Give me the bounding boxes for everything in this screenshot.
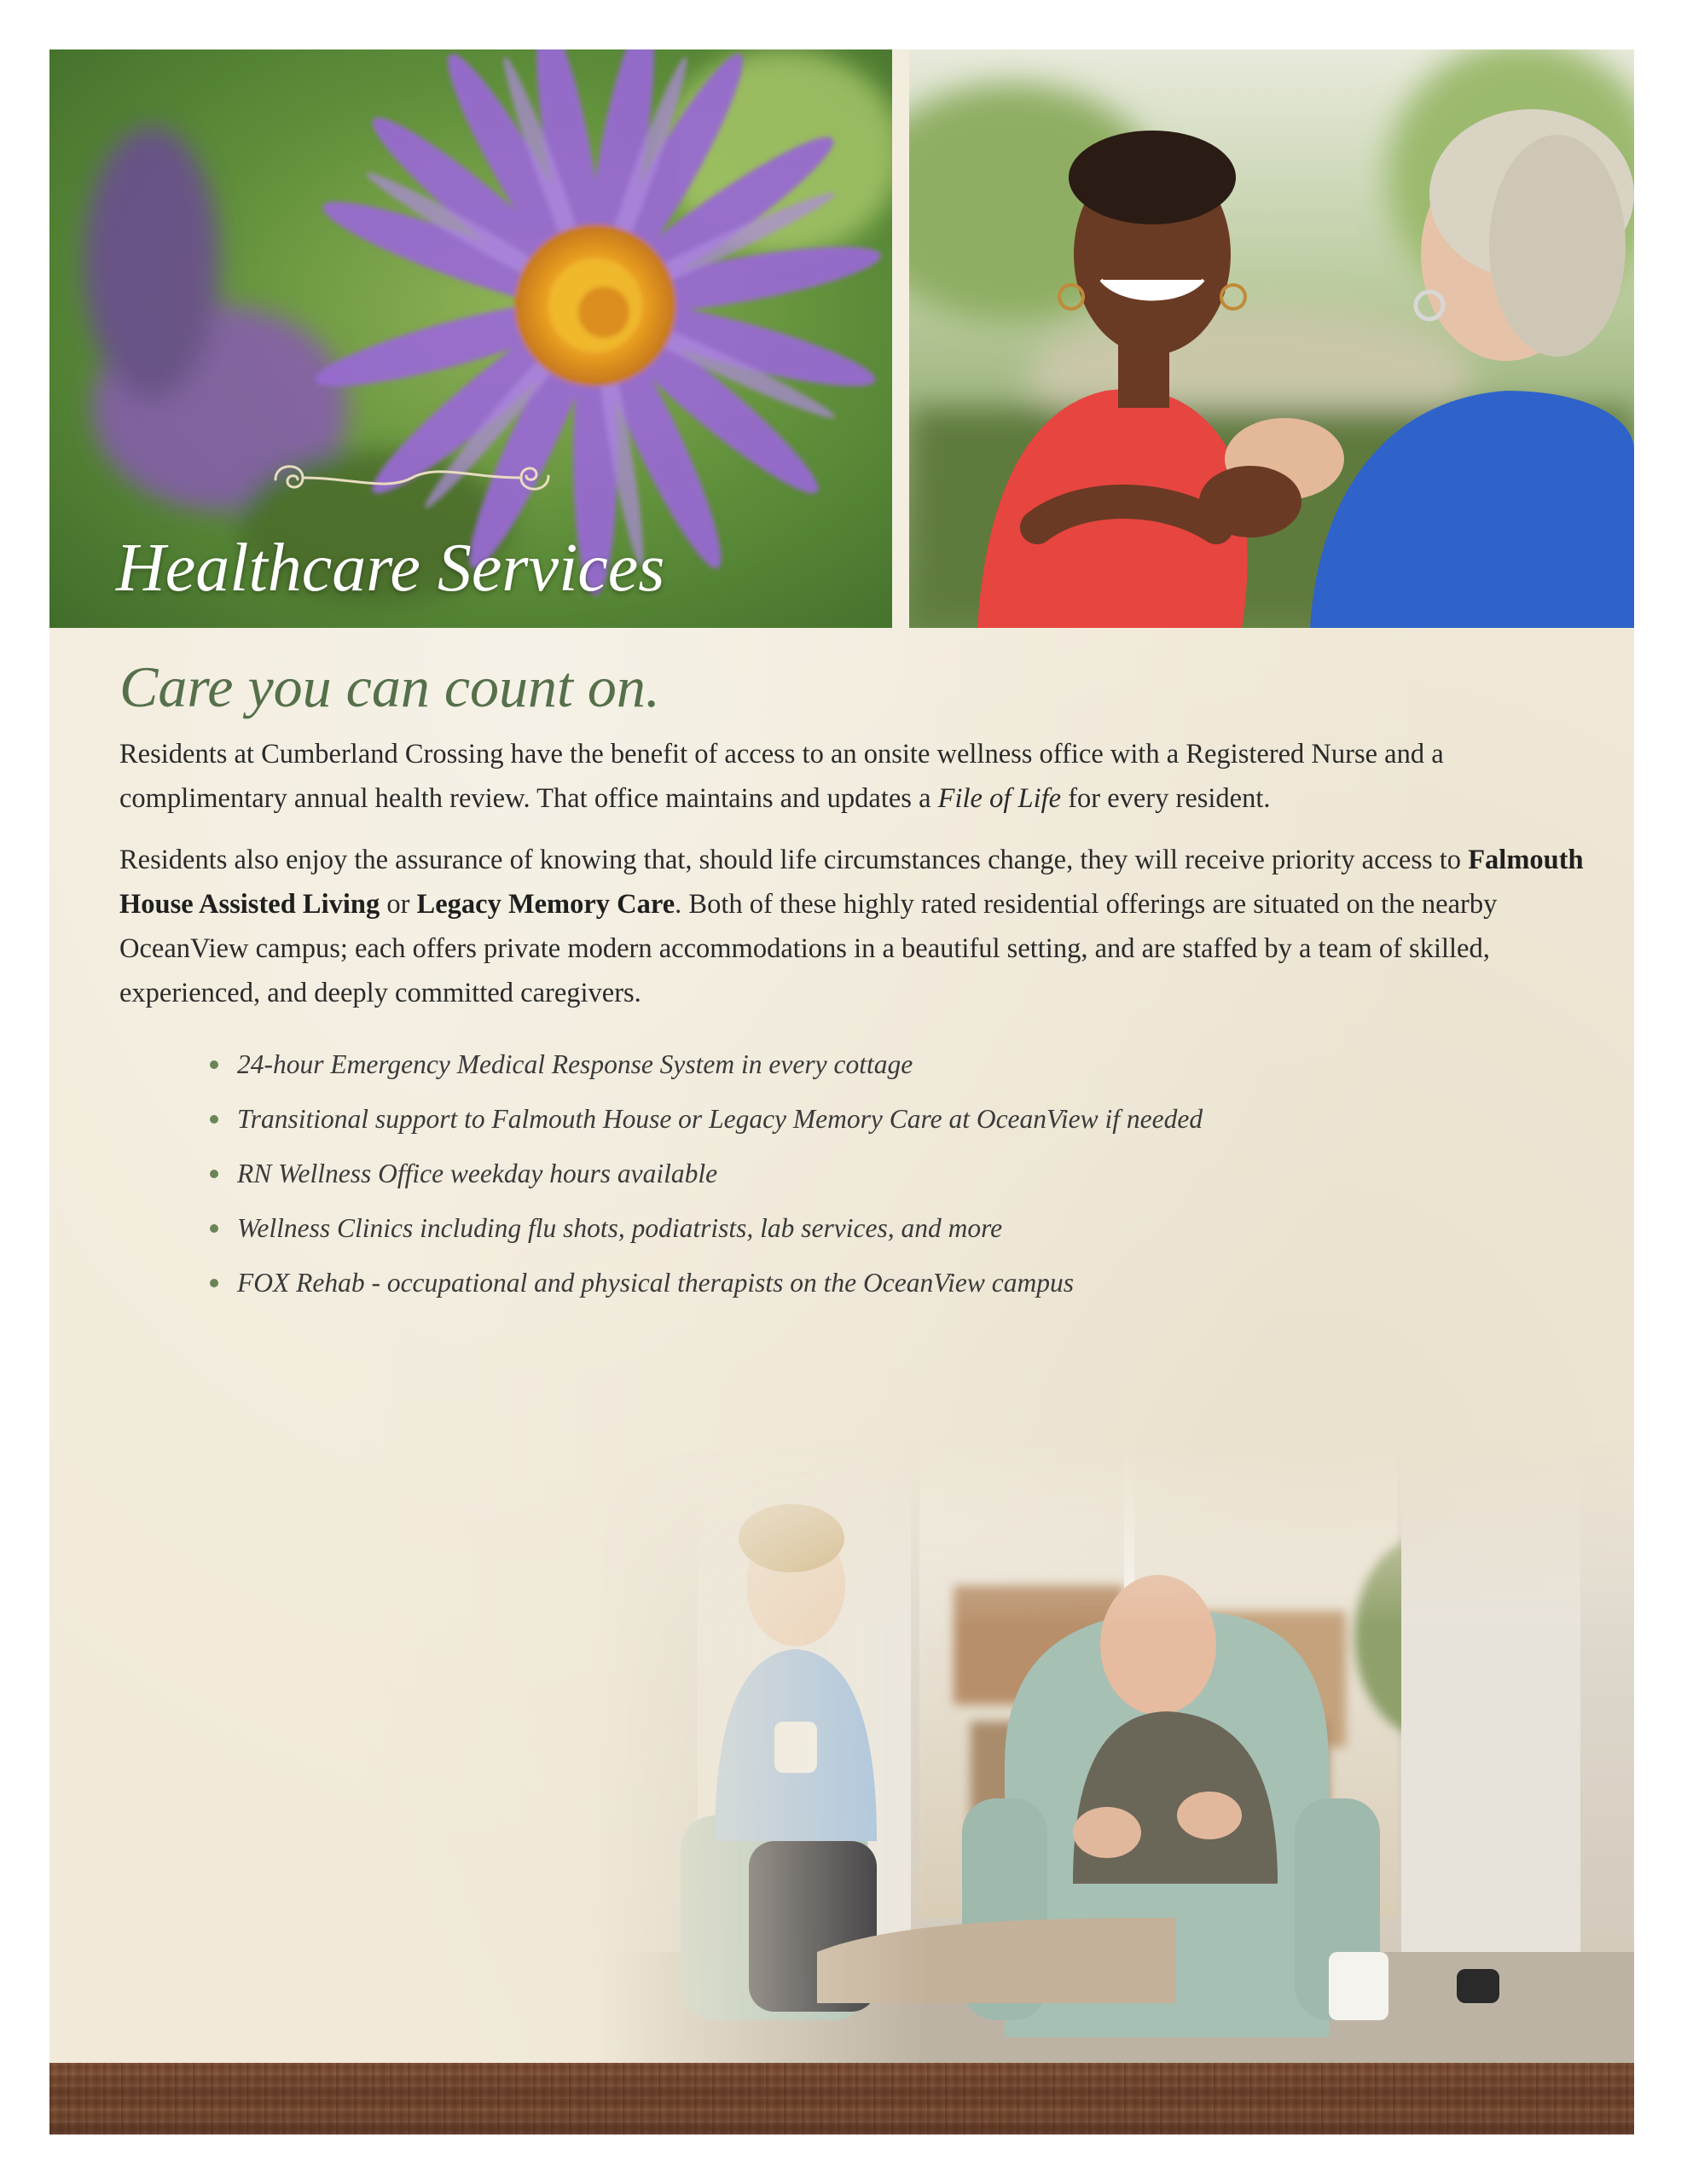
list-item xyxy=(210,1092,1489,1147)
list-item-text: Transitional support to Falmouth House or Legacy Memory Care at OceanView if needed xyxy=(237,1104,1203,1134)
section-title: Healthcare Services xyxy=(116,531,665,606)
bark-texture-border xyxy=(49,2063,1634,2135)
flower-photo xyxy=(49,49,892,628)
ornamental-swirl-icon xyxy=(258,452,565,503)
intro-text-start: Residents at Cumberland Crossing have the benefit of access to an onsite wellness office with a Registered Nurse and a complimentary annual health review. That office maintains and updates a xyxy=(119,739,1444,814)
bullet-icon xyxy=(210,1170,218,1178)
list-item-text: FOX Rehab - occupational and physical therapists on the OceanView campus xyxy=(237,1268,1074,1298)
legacy-memory-care-name: Legacy Memory Care xyxy=(416,889,675,920)
tagline: Care you can count on. xyxy=(119,654,660,719)
brochure-page xyxy=(49,49,1634,2135)
bullet-icon xyxy=(210,1224,218,1233)
services-list xyxy=(210,1037,1489,1310)
list-item xyxy=(210,1147,1489,1201)
list-item-text: Wellness Clinics including flu shots, podiatrists, lab services, and more xyxy=(237,1213,1003,1243)
list-item xyxy=(210,1201,1489,1256)
list-item xyxy=(210,1256,1489,1310)
nurse-with-elderly-man-photo xyxy=(595,1440,1634,2063)
list-item xyxy=(210,1037,1489,1092)
intro-text-end: for every resident. xyxy=(1061,783,1271,814)
body-text xyxy=(119,732,1586,1032)
care-photo xyxy=(595,1440,1634,2063)
friends-photo xyxy=(909,49,1634,628)
two-women-laughing-photo xyxy=(909,49,1634,628)
bullet-icon xyxy=(210,1279,218,1287)
list-item-text: 24-hour Emergency Medical Response System in every cottage xyxy=(237,1049,913,1079)
priority-text-2: or xyxy=(380,889,417,920)
bullet-icon xyxy=(210,1060,218,1069)
intro-paragraph xyxy=(119,732,1586,821)
priority-text-1: Residents also enjoy the assurance of knowing that, should life circumstances change, they will receive priority access to xyxy=(119,845,1469,875)
bullet-icon xyxy=(210,1115,218,1124)
falmouth-house-name: Falmouth House Assisted Living xyxy=(119,845,1584,920)
list-item-text: RN Wellness Office weekday hours available xyxy=(237,1159,718,1188)
file-of-life-term: File of Life xyxy=(937,783,1062,814)
priority-access-paragraph xyxy=(119,838,1586,1015)
priority-text-3: . Both of these highly rated residential offerings are situated on the nearby OceanView campus; each offers private modern accommodations in a beautiful setting, and are staffed by a team of skilled, experienced, and deeply committed caregivers. xyxy=(119,889,1498,1008)
